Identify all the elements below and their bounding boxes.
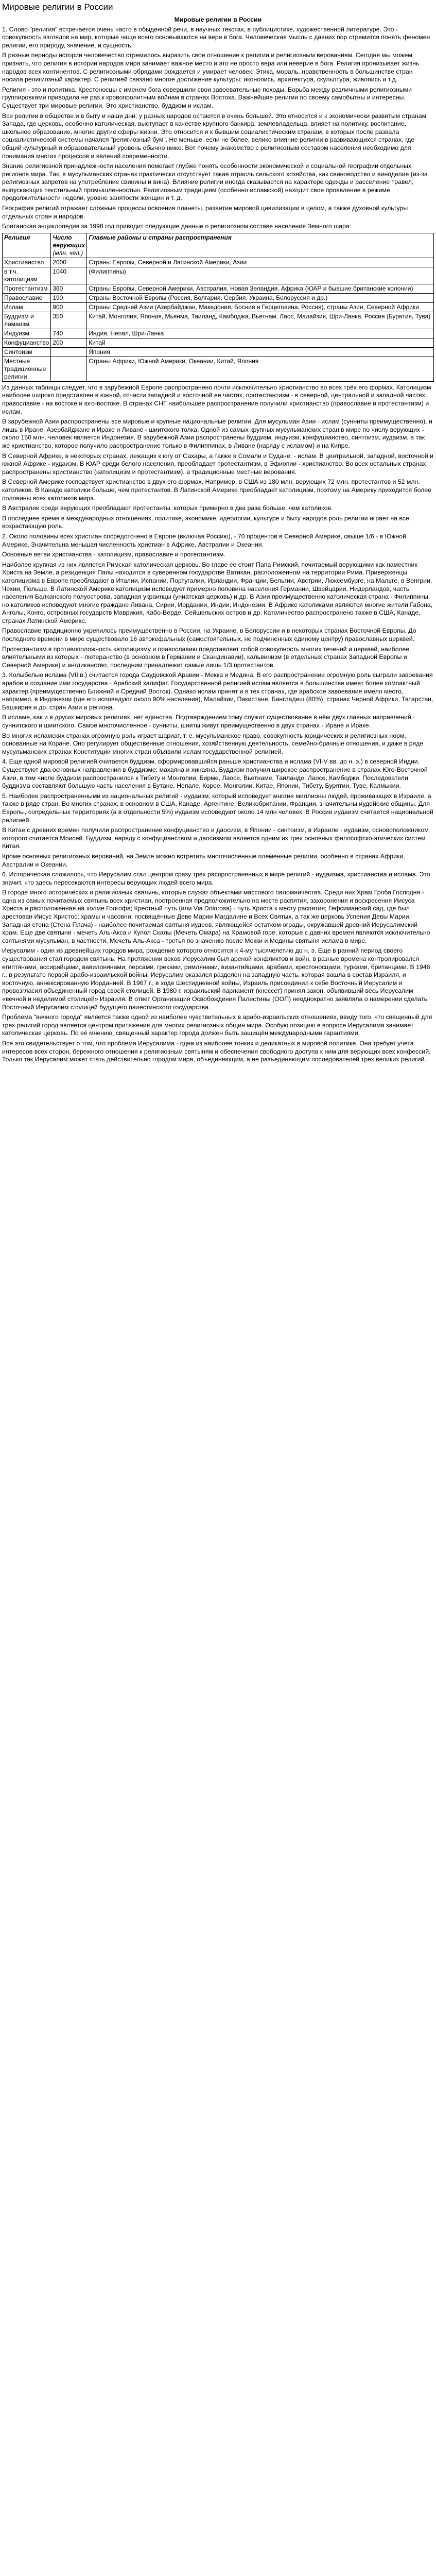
table-row [3,347,434,357]
cell-regions: Япония [87,347,434,357]
paragraph: 5. Наиболее распространенными из национальных религий - иудаизм, который исповедует многие миллионы людей, проживающих в Израиле, а также в ряде стран. Во многих странах, в основном в США, Канаде, Аргентине, Великобритании, Франции, значительны иудейские общины. Для Европы, сопредельных территориях (а в отдельности 5%) иудаизм исповедуют около 14 млн человек. В России иудаизм считается национальной религией. [2,792,433,824]
cell-regions: Страны Европы, Северной и Латинской Америки, Азии [87,258,434,267]
paragraph: В исламе, как и в других мировых религиях, нет единства. Подтверждением тому служит существование в нём двух главных направлений - суннитского и шиитского. Самое многочисленное - сунниты, шииты живут преимущественно в двух странах - Иране и Ираке. [2,714,415,729]
table-row [3,312,434,329]
paragraph: В последнее время в международных отношениях, политике, экономике, идеологии, культуре и быту народов роль религии играет на все возрастающую роль. [2,514,409,530]
paragraph: Иерусалим - один из древнейших городов мира, рождение которого относится к 4-му тысячелетию до н. э. Еще в ранний период своего существования стал городом святынь. На протяжении веков Иерусалим был ареной конфликтов и войн, в разные времена контролировался египтянами, ассирийцами, вавилонянами, персами, греками, римлянами, византийцами, арабами, крестоносцами, турками, британцами. В 1948 г., в результате первой арабо-израильской войны, Иерусалим оказался разделен на западную часть, которая вошла в состав Израиля, и восточную, аннексированную Иорданией. В 1967 г., в ходе Шестидневной войны, Израиль присоединил к себе Восточный Иерусалим и провозгласил объединенный город своей столицей. В 1980 г. израильский парламент (кнессет) принял закон, объявивший весь Иерусалим «вечной и неделимой столицей» Израиля. В ответ Организация Освобождения Палестины (ООП) неоднократно заявляла о намерении сделать Восточный Иерусалим столицей будущего палестинского государства. [2,947,430,1011]
cell-count: 200 [51,338,87,347]
cell-regions: Страны Средней Азии (Азербайджан, Македония, Босния и Герцеговина, Россия), страны Азии, Северной Африки [87,302,434,312]
cell-count: 900 [51,302,87,312]
header-count-label: Число верующих [53,233,85,249]
intro-section [2,26,434,231]
table-row [3,293,434,302]
cell-religion: в т.ч. католицизм [3,267,51,284]
cell-count: 360 [51,284,87,293]
paragraph: География религий отражает сложные процессы освоения планеты, развитие мировой цивилизации в целом, а также духовной культуры отдельных стран и народов. [2,205,408,220]
document [0,0,436,1069]
cell-count [51,347,87,357]
table-row [3,284,434,293]
cell-count: 740 [51,329,87,338]
cell-count: 1040 [51,267,87,284]
cell-count [51,357,87,381]
cell-religion: Местные традиционные религии [3,357,51,381]
paragraph: 3. Колыбелью ислама (VII в.) считается города Саудовской Аравии - Мекка и Медина. В его распространение огромную роль сыграли завоевания арабов и создание ими государства - Арабский халифат. Государственной религией ислам является в большинстве имеет более компактный характер (преимущественно Ближний и Средний Восток). Однако ислам принят и в тех странах, где арабское завоевание имело место, например, в Индонезии (где его исповедуют около 90% населения), Малайзии, Пакистане, Бангладеш (80%), странах Черной Африки, Татарстан, Башкирия и др. стран Азии и региона. [2,671,433,711]
cell-religion: Синтоизм [3,347,51,357]
paragraph: В разные периоды истории человечество стремилось выразить свое отношение к религии и религиозным верованиям. Сегодня мы можем признать, что религия в истории народов мира занимает важное место и это не просто вера или неверие в бога. Религия пронизывает жизнь народов всех континентов. С религиозными обрядами рождается и умирает человек. Этика, мораль, нравственность в большинстве стран носила религиозный характер. С религией связано многое достижение культуры: иконопись, архитектура, скульптура, живопись и т.д. [2,52,420,83]
table-row [3,302,434,312]
cell-regions: Страны Африки, Южной Америки, Океании, Китай, Япония [87,357,434,381]
cell-religion: Ислам [3,302,51,312]
table-row [3,329,434,338]
cell-count: 350 [51,312,87,329]
cell-religion: Индуизм [3,329,51,338]
document-heading: Мировые религии в России [174,16,262,23]
cell-regions: Китай [87,338,434,347]
cell-religion: Христианство [3,258,51,267]
page-title: Мировые религии в России [2,2,113,12]
table-header-row [3,233,434,258]
header-count [51,233,87,258]
paragraph: Кроме основных религиозных верований, на Земле можно встретить многочисленные племенные религии, особенно в странах Африки, Австралии и Океании. [2,852,405,868]
paragraph: В Северной Африке, в некоторых странах, лежащих к югу от Сахары, а также в Сомали и Судане, - ислам. В центральной, западной, восточной и южной Африке - иудаизм. В ЮАР среди белого населения, преобладает протестантизм, в Эфиопии - христианство. Во всех остальных странах распространены христианство (католицизм и протестантизм), а традиционные местные верования. [2,452,433,476]
cell-religion: Протестантизм [3,284,51,293]
paragraph: В Австралии среди верующих преобладают протестанты, которых примерно в два раза больше, чем католиков. [2,504,333,512]
paragraph: Знание религиозной принадлежности населения помогает глубже понять особенности экономической и социальной географии отдельных регионов мира. Так, в мусульманских странах практически отсутствует такая отрасль сельского хозяйства, как свиноводство и виноделие (из-за религиозных запретов на употребление свинины и вина). Влияние религии иногда сказывается на характере одежды и расселение травел, выпускающих текстильный промышленностью. Религиозным традициям (особенно исламской) находит свое проявление в режиме продолжительности недели, уровне занятости женщин и т. д. [2,162,428,202]
body-section [2,384,434,869]
paragraph: Наиболее крупная из них является Римская католическая церковь. Во главе ее стоит Папа Римский, почитаемый верующими как наместник Христа на Земле, а резиденция Папы находится в суверенном государстве Ватикан, расположенном на территории Рима. Приверженцы католицизма в Европе преобладают в Италии, Испании, Португалии, Ирландии, Франции, Бельгии, Австрии, Люксембурге, на Мальте, в Венгрии, Чехии, Польше. В Латинской Америке католицизм исповедует примерно половина населения Германии, Швейцарии, Нидерландов, часть населения Балканского полуострова, западная украинцы (униатская церковь) и др. В Азии преимущественно католическая страна - Филиппины, но католиков исповедуют многие граждане Ливана, Сирии, Иордании, Индии, Индонезии. В Африке католиками являются многие жители Габона, Анголы, Конго, островных государств Маврикия, Кабо-Верде, Сейшельских остров и др. Католичество распространено также в США, Канаде, странах Латинской Америке. [2,561,433,624]
header-religion: Религия [3,233,51,258]
cell-religion: Православие [3,293,51,302]
paragraph: Британская энциклопедия за 1998 год приводит следующие данные о религиозном составе населения Земного шара: [2,223,352,230]
table-row [3,258,434,267]
paragraph: 6. Историческая сложилось, что Иерусалим стал центром сразу трех распространенных в мире религий - иудаизма, христианства и ислама. Это значит, что здесь пересекаются интересы верующих людей всего мира. [2,871,430,886]
paragraph: В Северной Америке господствует христианство в двух его формах. Например, в США из 180 млн. верующих 72 млн. протестантов и 52 млн. католиков. В Канаде католики больше, чем протестантов. В Латинской Америке преобладает католицизм, поэтому на Америку приходится более половины всех католиков мира. [2,478,432,502]
paragraph: Во многих исламских странах огромную роль играет шариат, т. е. мусульманское право, совокупность юридических и религиозных норм, основанные на Коране. Оно регулирует общественные отношения, хозяйственную деятельность, семейно-брачные отношения, и даже в ряде мусульманских странах Конституции многих стран объявили ислам государственной религией. [2,732,424,755]
paragraph: 4. Еще одной мировой религией считается буддизм, сформировавшийся раньше христианства и ислама (VI-V вв. до н. э.) в северной Индии. Существуют два основных направления в буддизме: махаяна и хинаяна. Буддизм получил широкое распространение в странах Юго-Восточной Азии, в том числе буддизм распространился к Тибету и Монголии, Бирме, Лаосе, Вьетнаме, Таиланде, Лаосе, Камбоджи. Последователи буддизма составляют большую часть населения в Бутане, Непале, Корее, Монголии, Китае, Японии, Тибету, Бурятии, Туве, Калмыкии. [2,758,428,790]
cell-regions: Страны Европы, Северной Америки, Австралия, Новая Зеландия, Африка (ЮАР и бывшие британские колонии) [87,284,434,293]
header-count-unit: (млн. чел.) [53,249,83,257]
paragraph: Протестантизм в противоположность католицизму и православию представляет собой совокупность многих течений и церквей, наиболее влиятельными из которых - лютеранство (в основном в Германии и Скандинавии), кальвинизм (в отдельных странах Западной Европы и Северной Америке) и англиканство, последним принадлежит самые лишь 1/3 протестантов. [2,645,410,669]
cell-regions: Китай, Монголия, Япония, Мьянма, Таиланд, Камбоджа, Вьетнам, Лаос, Малайзия, Шри-Ланка, Россия (Бурятия, Тува) [87,312,434,329]
table-row [3,267,434,284]
cell-count: 190 [51,293,87,302]
table-body [3,258,434,381]
paragraph: Православие традиционно укрепилось преимущественно в России, на Украине, в Белоруссии и в некоторых странах Восточной Европы. До последнего времени в мире существовало 16 автокефальных (самостоятельных, не подчиненных единому центру) православных церквей. [2,627,416,643]
table-row [3,357,434,381]
header-regions: Главные районы и страны распространения [87,233,434,258]
cell-religion: Конфуцианство [3,338,51,347]
paragraph: Все это свидетельствует о том, что проблема Иерусалима - одна из наиболее тонких и деликатных в мировой политике. Она требует учета интересов всех сторон, бережного отношения к религиозным святыням и обеспечения свободного доступа к ним для верующих всех конфессий. Только так Иерусалим может стать действительно городом мира, объединяющим, а не разъединяющим последователей трех великих религий. [2,1039,431,1063]
paragraph: В зарубежной Азии распространены все мировые и крупные национальные религии. Для мусульман Азии - ислам (сунниты преимущественно), и лишь в Иране, Азербайджане и Ираке и Ливане - шиитского толка. Одной из самых крупных мусульманских стран в мире по числу верующих - около 150 млн. человек является Индонезия. В зарубежной Азии распространены буддизм, индуизм, конфуцианство, синтоизм, иудаизм, а так же христианство, которое получило распространение только в Филиппинах, в Ливане (наряду с исламом) и на Кипре. [2,418,432,449]
paragraph: Проблема "вечного города" является также одной из наиболее чувствительных в арабо-израильских отношениях, ввиду того, что священный для трех религий город является центром притяжения для многих религиозных общин мира. Особую позицию в вопросе Иерусалима занимает католическая церковь. По её мнению, священный характер города должен быть защищён международными гарантиями. [2,1013,432,1037]
paragraph: 2. Около половины всех христиан сосредоточено в Европе (включая Россию), - 70 процентов в Северной Америке, свыше 1/6 - в Южной Америке. Значительна меньшая численность христиан в Африке, Австралии и Океании. [2,532,406,548]
cell-count: 2000 [51,258,87,267]
table-row [3,338,434,347]
paragraph: Основные ветви христианства - католицизм, православие и протестантизм. [2,551,225,558]
paragraph: Все религии в обществе и в быту и наши дни: у разных народов остаются в очень большей. Это относится и к экономически развитым странам Запада, где церковь, особенно католическая, выступает в качестве крупного банкира, землевладельца, влияет на политику, воспитание, школьное образование, многие другие сферы жизни. Это относится и к бывшим социалистическим странам, в которых после развала социалистической системы начался "религиозный бум". Не меньше, если не более, велико влияние религии в развивающихся странах, где общий культурный и образовательный уровень обычно ниже. Вот почему знакомство с религиозным составом населения необходимо для понимания многих процессов и явлений современности. [2,112,427,160]
paragraph: В городе много исторических и религиозных святынь, которые служат объектами массового паломничества. Среди них Храм Гроба Господня - одна из самых почитаемых святынь всех христиан, построенная предположительно на месте распятия, захоронения и воскресения Иисуса Христа и расположенная на холме Голгофа; Крестный путь (или Via Dolorosa) - путь Христа к месту распятия; Гефсиманский сад, где был арестован Иисус Христос; храмы и часовни, посвящённые Деве Марии Магдалине и Всех Святых, а так же церковь Успения Девы Марии. Западная стена (Стена Плача) - наиболее почитаемая святыня иудеев, являющейся остатком ограды, окружавшей древний Иерусалимский храм. Еще две святыни - мечеть Аль-Акса и Купол Скалы (Мечеть Омара) на Храмовой горе, которые с давних времен являются исключительно святынями мусульман, в частности, Мечеть Аль-Акса - третья по значению после Мекки и Медины святыня ислама в мире. [2,889,430,944]
religions-table [2,233,434,382]
paragraph: Из данных таблицы следует, что в зарубежной Европе распространено почти исключительно христианство во всех трёх его формах. Католицизм наиболее широко представлен в южной, отчасти западной и восточной ее частях, протестантизм - в северной, центральной и западной частях, православие - на востоке и юго-востоке. В странах СНГ наибольшее распространение получили христианство (православие и протестантизм) и ислам. [2,383,431,415]
paragraph: 1. Слово "религия" встречается очень часто в обыденной речи, в научных текстах, в публицистике, художественной литературе. Это - совокупность взглядов на мир, которые чаще всего основываются на вере в бога. Человеческая мысль с давних пор стремится понять феномен религии, его природу, значение, и сущность. [2,25,430,49]
paragraph: В Китае с древних времен получили распространение конфуцианство и даосизм, в Японии - синтоизм, в Израиле - иудаизм, основоположником которого считается Моисей. Буддизм, наряду с конфуцианством и даосизмом является одним из трех основных философско-этических систем Китая. [2,826,429,850]
cell-regions: Индия, Непал, Шри-Ланка [87,329,434,338]
cell-regions: Страны Восточной Европы (Россия, Болгария, Сербия, Украина, Белоруссия и др.) [87,293,434,302]
cell-regions: (Филиппины) [87,267,434,284]
jerusalem-section [2,871,434,1064]
cell-religion: Буддизм и ламаизм [3,312,51,329]
paragraph: Религия - это и политика. Крестоносцы с именем бога совершили свои завоевательные походы. Борьба между различными религиозными группировками приводила не раз к кровопролитным войнам в странах Востока. Важнейшие религии по своему самобытны и интересны. Существует три мировые религии. Это христианство, буддизм и ислам. [2,86,412,109]
